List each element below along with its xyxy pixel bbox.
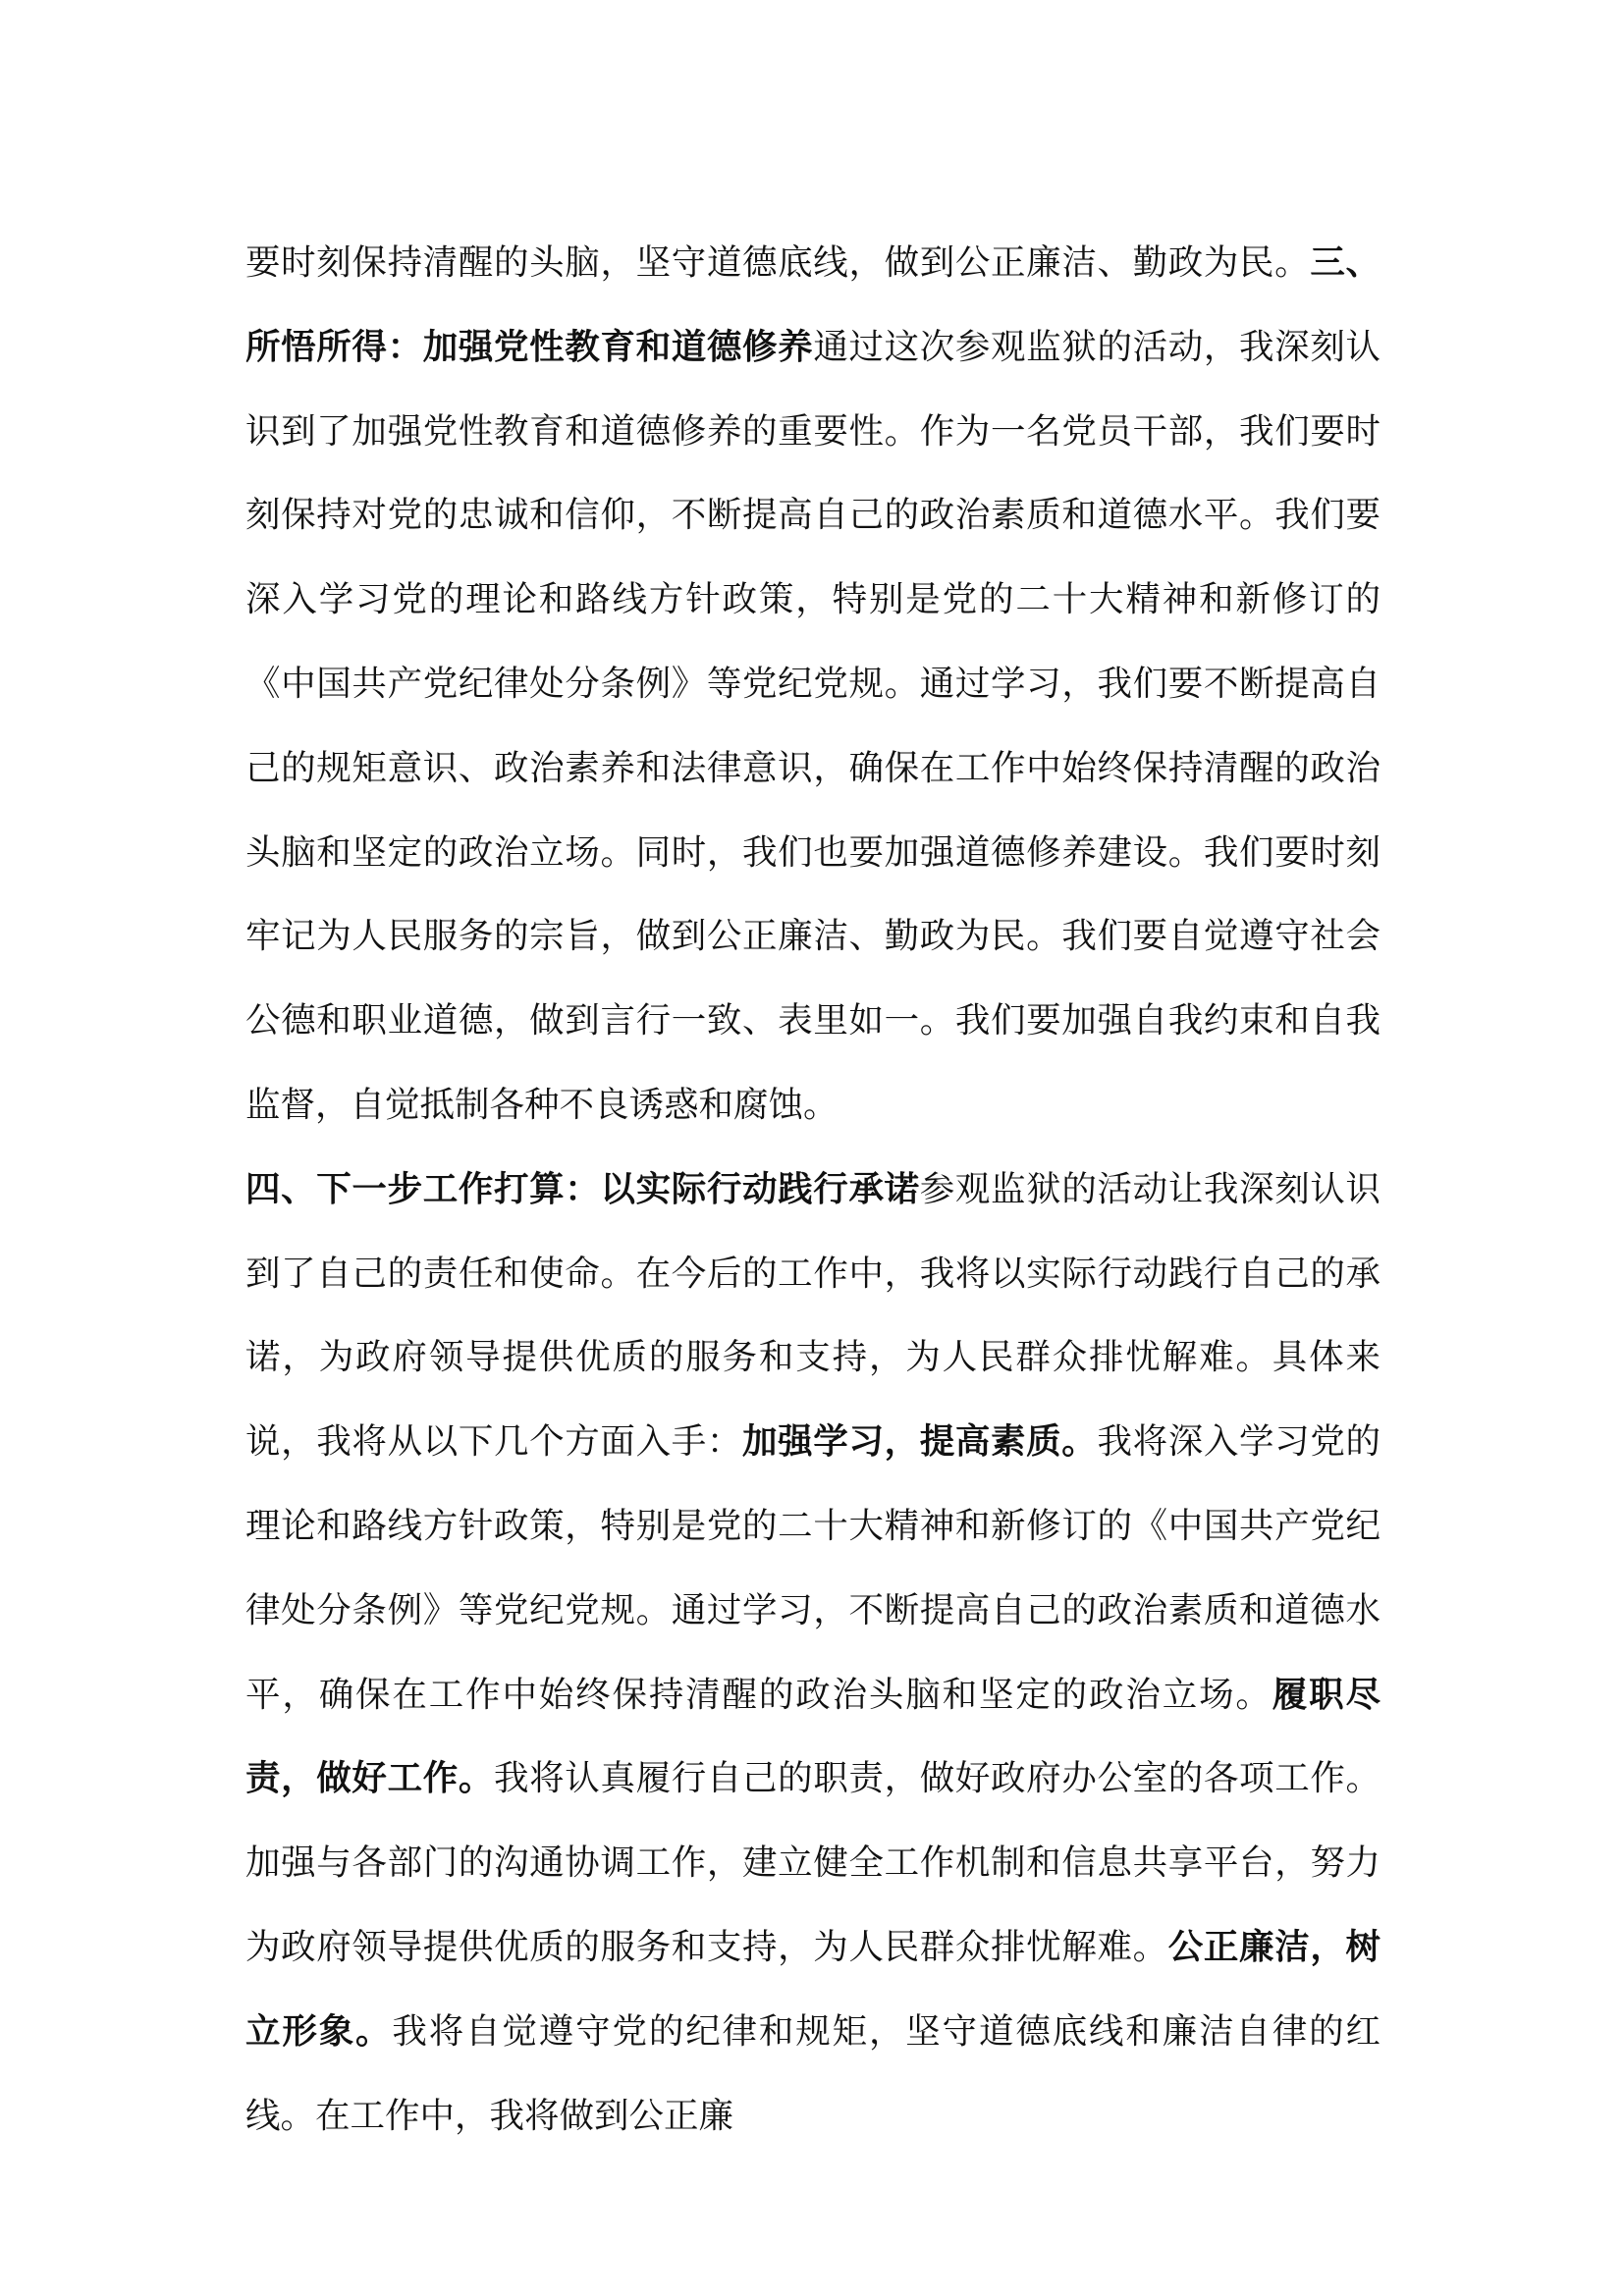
subheading-duty: 履职尽责，做好工作。 xyxy=(245,1674,1380,1799)
paragraph-reflection xyxy=(245,221,1380,1148)
text-run: 我将自觉遵守党的纪律和规矩，坚守道德底线和廉洁自律的红线。在工作中，我将做到公正廉 xyxy=(245,2010,1380,2136)
subheading-integrity: 公正廉洁，树立形象。 xyxy=(245,1926,1380,2052)
document-page xyxy=(245,221,1380,2158)
subheading-study: 加强学习，提高素质。 xyxy=(742,1421,1098,1463)
text-run: 我将认真履行自己的职责，做好政府办公室的各项工作。加强与各部门的沟通协调工作，建立健全工作机制和信息共享平台，努力为政府领导提供优质的服务和支持，为人民群众排忧解难。 xyxy=(245,1758,1380,1967)
text-run: 参观监狱的活动让我深刻认识到了自己的责任和使命。在今后的工作中，我将以实际行动践行自己的承诺，为政府领导提供优质的服务和支持，为人民群众排忧解难。具体来说，我将从以下几个方面入手： xyxy=(245,1168,1380,1463)
section-heading-four: 四、下一步工作打算：以实际行动践行承诺 xyxy=(245,1168,920,1209)
text-run: 通过这次参观监狱的活动，我深刻认识到了加强党性教育和道德修养的重要性。作为一名党员干部，我们要时刻保持对党的忠诚和信仰，不断提高自己的政治素质和道德水平。我们要深入学习党的理论和路线方针政策，特别是党的二十大精神和新修订的《中国共产党纪律处分条例》等党纪党规。通过学习，我们要不断提高自己的规矩意识、政治素养和法律意识，确保在工作中始终保持清醒的政治头脑和坚定的政治立场。同时，我们也要加强道德修养建设。我们要时刻牢记为人民服务的宗旨，做到公正廉洁、勤政为民。我们要自觉遵守社会公德和职业道德，做到言行一致、表里如一。我们要加强自我约束和自我监督，自觉抵制各种不良诱惑和腐蚀。 xyxy=(245,326,1380,1125)
text-run: 我将深入学习党的理论和路线方针政策，特别是党的二十大精神和新修订的《中国共产党纪律处分条例》等党纪党规。通过学习，不断提高自己的政治素质和道德水平，确保在工作中始终保持清醒的政治头脑和坚定的政治立场。 xyxy=(245,1421,1380,1715)
section-heading-three: 三、所悟所得：加强党性教育和道德修养 xyxy=(245,242,1380,367)
paragraph-next-steps xyxy=(245,1148,1380,2159)
text-run: 要时刻保持清醒的头脑，坚守道德底线，做到公正廉洁、勤政为民。 xyxy=(245,242,1311,283)
